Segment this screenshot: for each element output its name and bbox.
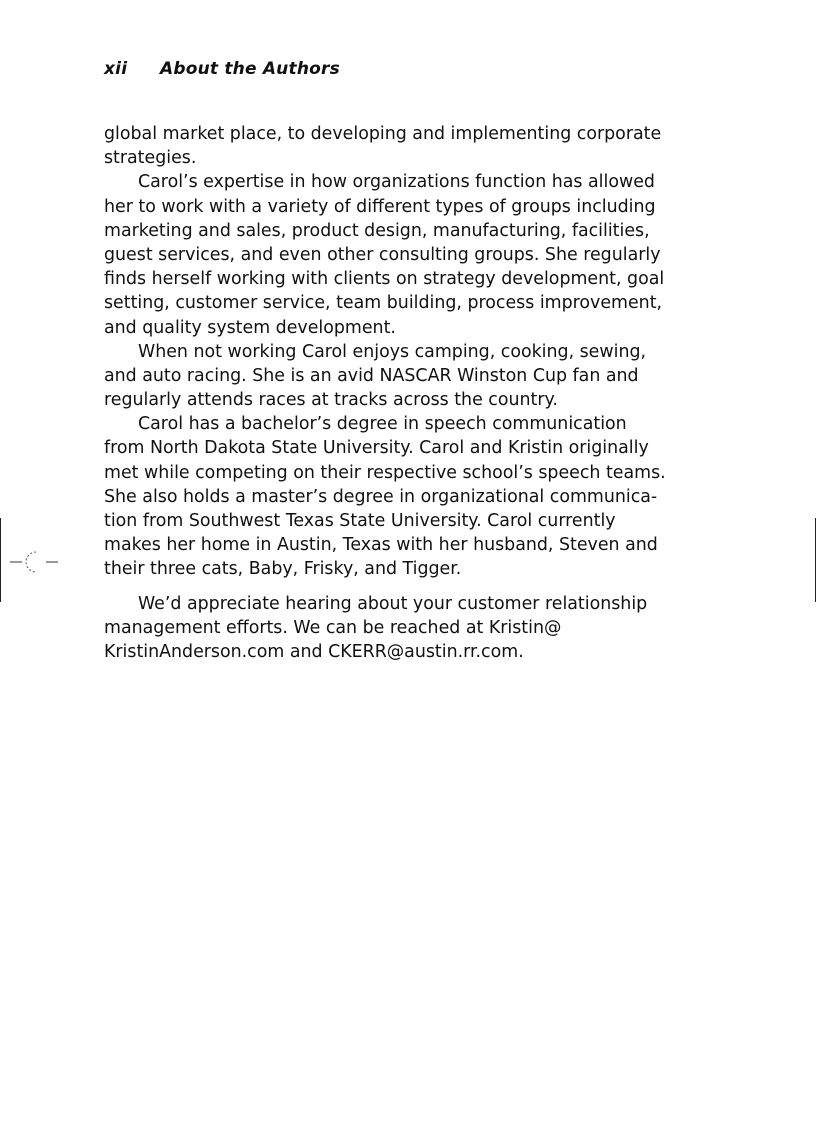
text-line: Carol’s expertise in how organizations function has allowed <box>138 172 655 193</box>
text-line: She also holds a master’s degree in organizational communica- <box>104 486 658 507</box>
text-line: and auto racing. She is an avid NASCAR Winston Cup fan and <box>104 365 639 386</box>
page-number: xii <box>104 59 128 79</box>
text-line: guest services, and even other consulting groups. She regularly <box>104 244 661 265</box>
text-line: makes her home in Austin, Texas with her husband, Steven and <box>104 535 658 556</box>
text-line: finds herself working with clients on strategy development, goal <box>104 269 665 290</box>
text-line: When not working Carol enjoys camping, cooking, sewing, <box>138 341 647 362</box>
text-line: management efforts. We can be reached at Kristin@ <box>104 617 562 638</box>
running-title: About the Authors <box>160 59 340 79</box>
body-text <box>104 122 708 664</box>
text-line: setting, customer service, team building, process improvement, <box>104 293 663 314</box>
text-line: from North Dakota State University. Carol and Kristin originally <box>104 438 649 459</box>
text-line: and quality system development. <box>104 317 396 338</box>
text-line: global market place, to developing and implementing corporate <box>104 124 662 144</box>
text-line: met while competing on their respective school’s speech teams. <box>104 462 666 483</box>
running-head <box>104 59 340 79</box>
text-line: tion from Southwest Texas State University. Carol currently <box>104 511 616 531</box>
text-line: KristinAnderson.com and CKERR@austin.rr.com. <box>104 641 524 662</box>
text-line: marketing and sales, product design, manufacturing, facilities, <box>104 220 650 241</box>
text-line: regularly attends races at tracks across the country. <box>104 390 558 411</box>
text-line: Carol has a bachelor’s degree in speech communication <box>138 414 627 435</box>
text-line: strategies. <box>104 148 197 169</box>
text-line: their three cats, Baby, Frisky, and Tigger. <box>104 559 462 580</box>
text-line: We’d appreciate hearing about your customer relationship <box>138 593 648 614</box>
paragraph-gap <box>104 582 708 592</box>
crop-mark-left <box>0 518 1 602</box>
text-line: her to work with a variety of different types of groups including <box>104 196 656 217</box>
registration-mark-icon <box>10 547 58 577</box>
